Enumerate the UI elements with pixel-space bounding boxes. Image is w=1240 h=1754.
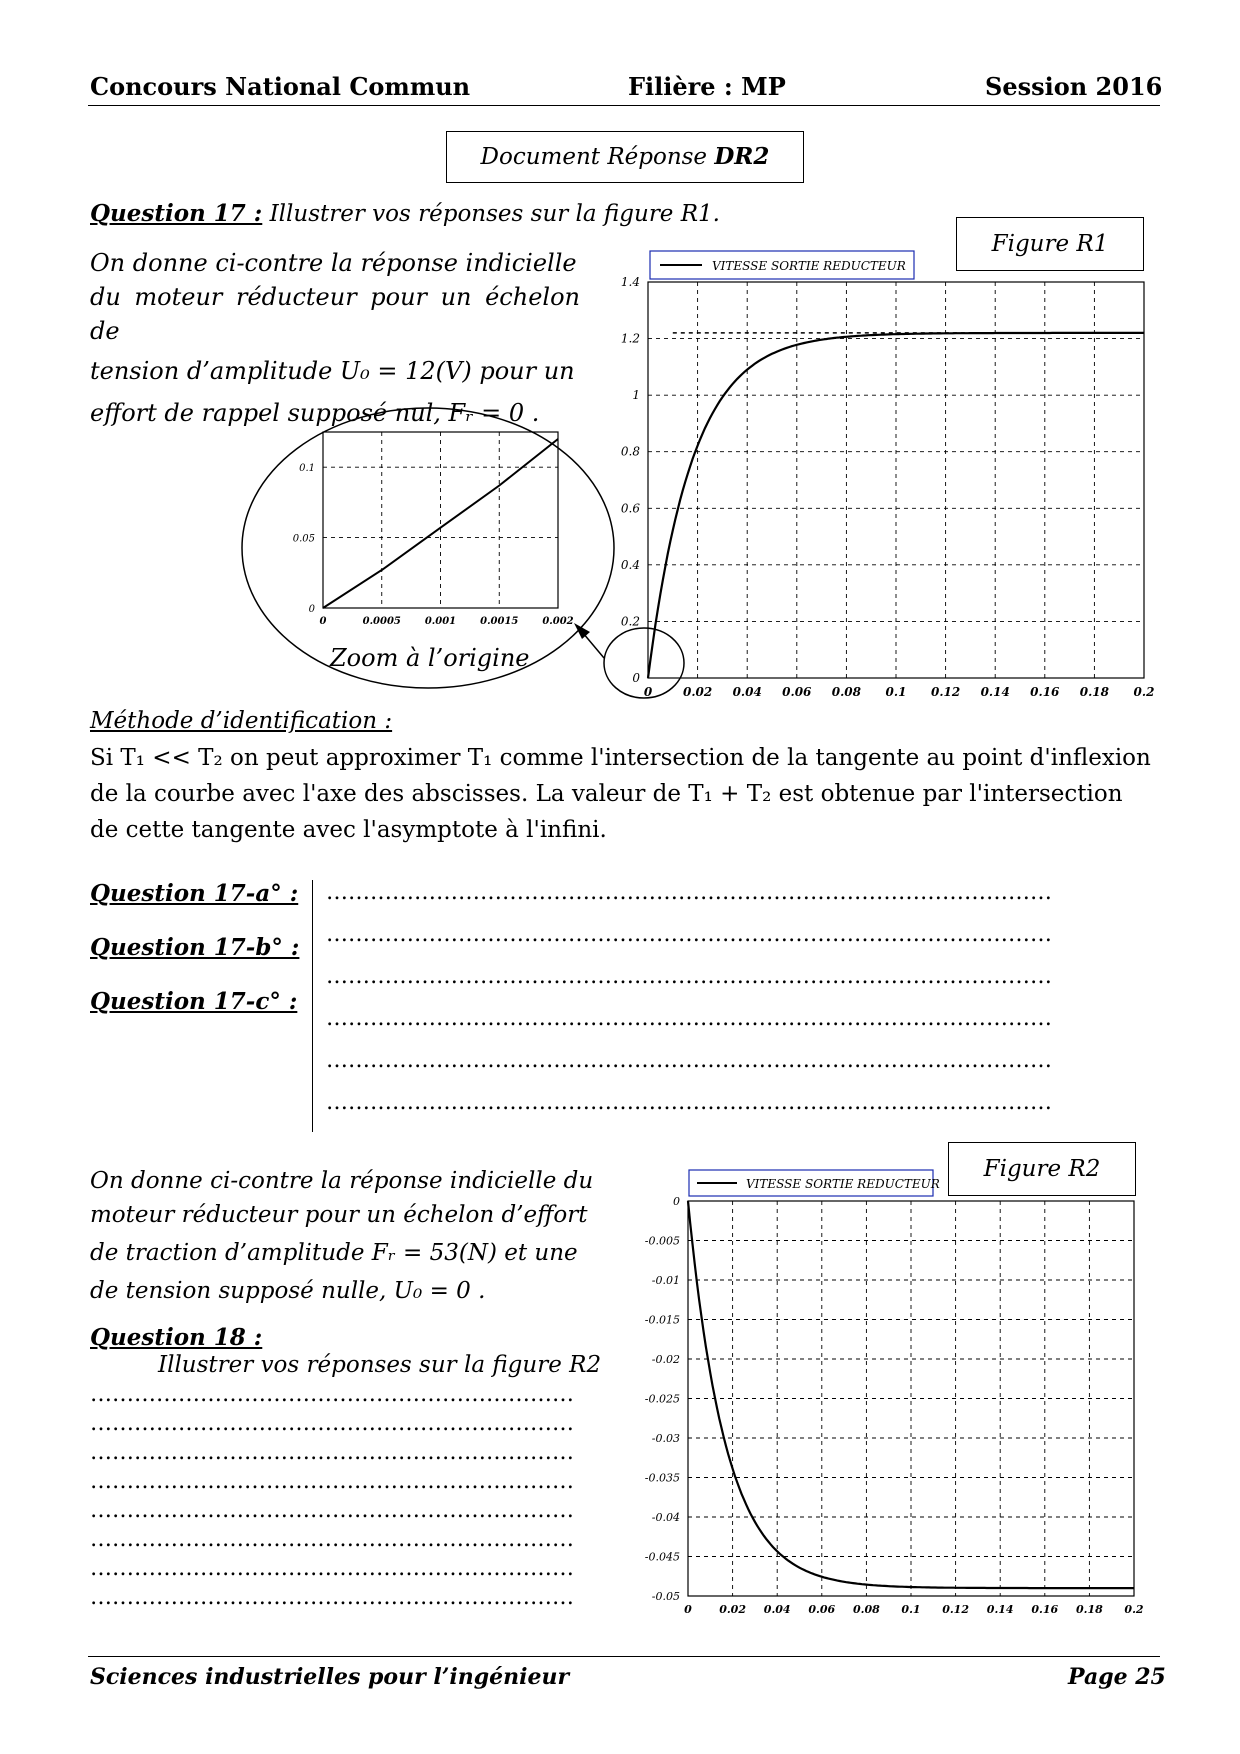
answer-line[interactable]: ………………………………………………………… <box>90 1469 574 1494</box>
method-line: de la courbe avec l'axe des abscisses. La valeur de T₁ + T₂ est obtenue par l'intersection <box>90 781 1123 807</box>
figure-r1-grid <box>648 282 1144 678</box>
method-title: Méthode d’identification : <box>90 708 393 734</box>
answer-line[interactable]: ……………………………………………………………………………………… <box>326 1006 1052 1031</box>
header-left: Concours National Commun <box>90 72 471 101</box>
answer-line[interactable]: ………………………………………………………… <box>90 1411 574 1436</box>
zoom-x-ticks <box>320 616 574 627</box>
y-tick-label: 0 <box>673 1195 680 1208</box>
x-tick-label: 0.18 <box>1076 1603 1103 1616</box>
answer-line[interactable]: ………………………………………………………… <box>90 1556 574 1581</box>
figure-r1-x-ticks <box>644 685 1155 699</box>
answer-line[interactable]: ………………………………………………………… <box>90 1585 574 1610</box>
figure-r2-chart <box>0 1140 1240 1630</box>
answer-divider <box>312 880 313 1132</box>
y-tick-label: 0.05 <box>292 533 315 545</box>
x-tick-label: 0.14 <box>986 1603 1014 1616</box>
x-tick-label: 0.18 <box>1079 685 1110 699</box>
intro-line: du moteur réducteur pour un échelon de <box>90 283 580 345</box>
footer-page-number: Page 25 <box>1068 1664 1166 1690</box>
figure-r2-legend-text: VITESSE SORTIE REDUCTEUR <box>746 1177 940 1191</box>
figure-r2-label: Figure R2 <box>948 1142 1136 1196</box>
footer-rule <box>88 1656 1160 1657</box>
x-tick-label: 0 <box>643 685 653 699</box>
figure-r2-x-ticks <box>684 1603 1144 1616</box>
x-tick-label: 0.001 <box>424 616 457 627</box>
figure-r2-y-ticks <box>645 1195 680 1603</box>
header-right: Session 2016 <box>985 72 1163 101</box>
x-tick-label: 0 <box>684 1603 692 1616</box>
x-tick-label: 0.0005 <box>362 616 401 627</box>
question-17-label: Question 17 : <box>90 200 263 227</box>
figure-r1-legend-text: VITESSE SORTIE REDUCTEUR <box>712 259 906 273</box>
answer-line[interactable]: ……………………………………………………………………………………… <box>326 1048 1052 1073</box>
answer-line[interactable]: ………………………………………………………… <box>90 1527 574 1552</box>
x-tick-label: 0.12 <box>942 1603 969 1616</box>
intro-line: moteur réducteur pour un échelon d’effort <box>90 1202 588 1228</box>
y-tick-label: -0.015 <box>644 1313 680 1327</box>
x-tick-label: 0.06 <box>782 685 812 699</box>
question-18-label: Question 18 : <box>90 1324 263 1351</box>
y-tick-label: 0 <box>308 604 315 615</box>
x-tick-label: 0.08 <box>853 1603 880 1616</box>
y-tick-label: 0.8 <box>620 444 640 459</box>
y-tick-label: 0.4 <box>620 557 640 572</box>
intro-line: tension d’amplitude U₀ = 12(V) pour un <box>90 357 575 385</box>
x-tick-label: 0.12 <box>930 685 961 699</box>
x-tick-label: 0 <box>319 616 327 627</box>
zoom-caption: Zoom à l’origine <box>330 644 530 672</box>
x-tick-label: 0.2 <box>1133 685 1155 699</box>
question-17c-label: Question 17-c° : <box>90 988 298 1015</box>
answer-line[interactable]: ……………………………………………………………………………………… <box>326 880 1052 905</box>
document-title-prefix: Document Réponse <box>480 144 715 170</box>
figure-r2-grid <box>688 1201 1134 1596</box>
method-line: Si T₁ << T₂ on peut approximer T₁ comme l'intersection de la tangente au point d'inflexion <box>90 745 1151 771</box>
y-tick-label: -0.03 <box>651 1432 680 1445</box>
x-tick-label: 0.08 <box>831 685 862 699</box>
y-tick-label: -0.005 <box>644 1234 680 1248</box>
figure-r1-label: Figure R1 <box>956 217 1144 271</box>
intro-line: effort de rappel supposé nul, Fᵣ = 0 . <box>90 399 540 427</box>
x-tick-label: 0.16 <box>1030 685 1060 699</box>
answer-line[interactable]: ………………………………………………………… <box>90 1382 574 1407</box>
zoom-arrow-head <box>574 623 590 639</box>
question-17a-label: Question 17-a° : <box>90 880 299 907</box>
question-17-instruction: Illustrer vos réponses sur la figure R1. <box>269 201 720 227</box>
x-tick-label: 0.02 <box>682 685 713 699</box>
header-center: Filière : MP <box>628 72 786 101</box>
y-tick-label: 1 <box>632 388 640 403</box>
answer-line[interactable]: ………………………………………………………… <box>90 1440 574 1465</box>
x-tick-label: 0.02 <box>719 1603 746 1616</box>
x-tick-label: 0.002 <box>542 616 574 627</box>
x-tick-label: 0.1 <box>901 1603 921 1616</box>
y-tick-label: 0 <box>632 671 640 685</box>
x-tick-label: 0.14 <box>980 685 1010 699</box>
answer-line[interactable]: ……………………………………………………………………………………… <box>326 964 1052 989</box>
y-tick-label: 1.2 <box>620 331 640 346</box>
x-tick-label: 0.0015 <box>480 616 519 627</box>
footer-left: Sciences industrielles pour l’ingénieur <box>90 1664 570 1690</box>
document-title-code: DR2 <box>714 143 770 170</box>
method-text <box>90 740 1162 848</box>
y-tick-label: -0.04 <box>651 1511 680 1524</box>
figure-r1-y-ticks <box>621 275 640 685</box>
y-tick-label: 1.4 <box>620 275 640 289</box>
intro-line: On donne ci-contre la réponse indicielle du <box>90 1168 594 1194</box>
y-tick-label: -0.025 <box>644 1392 680 1406</box>
intro-line: de tension supposé nulle, U₀ = 0 . <box>90 1278 486 1304</box>
answer-line[interactable]: ……………………………………………………………………………………… <box>326 922 1052 947</box>
y-tick-label: -0.05 <box>651 1590 680 1603</box>
question-17b-label: Question 17-b° : <box>90 934 300 961</box>
x-tick-label: 0.06 <box>808 1603 836 1616</box>
y-tick-label: -0.02 <box>651 1353 680 1366</box>
x-tick-label: 0.1 <box>885 685 907 699</box>
y-tick-label: 0.2 <box>620 614 640 629</box>
x-tick-label: 0.04 <box>732 685 762 699</box>
answer-line[interactable]: ……………………………………………………………………………………… <box>326 1090 1052 1115</box>
zoom-arrow-line <box>583 633 604 658</box>
intro-line: On donne ci-contre la réponse indicielle <box>90 249 577 277</box>
y-tick-label: -0.045 <box>644 1550 680 1564</box>
method-line: de cette tangente avec l'asymptote à l'infini. <box>90 817 607 843</box>
y-tick-label: 0.1 <box>299 463 315 475</box>
x-tick-label: 0.2 <box>1124 1603 1144 1616</box>
y-tick-label: -0.035 <box>644 1471 680 1485</box>
x-tick-label: 0.16 <box>1031 1603 1059 1616</box>
y-tick-label: -0.01 <box>651 1274 680 1287</box>
question-18-instruction: Illustrer vos réponses sur la figure R2 <box>158 1352 602 1378</box>
figure-r1-chart <box>0 0 1240 720</box>
intro-line: de traction d’amplitude Fᵣ = 53(N) et une <box>90 1240 578 1266</box>
zoom-grid <box>323 432 558 608</box>
answer-line[interactable]: ………………………………………………………… <box>90 1498 574 1523</box>
x-tick-label: 0.04 <box>763 1603 791 1616</box>
zoom-y-ticks <box>293 463 316 615</box>
y-tick-label: 0.6 <box>620 501 640 516</box>
